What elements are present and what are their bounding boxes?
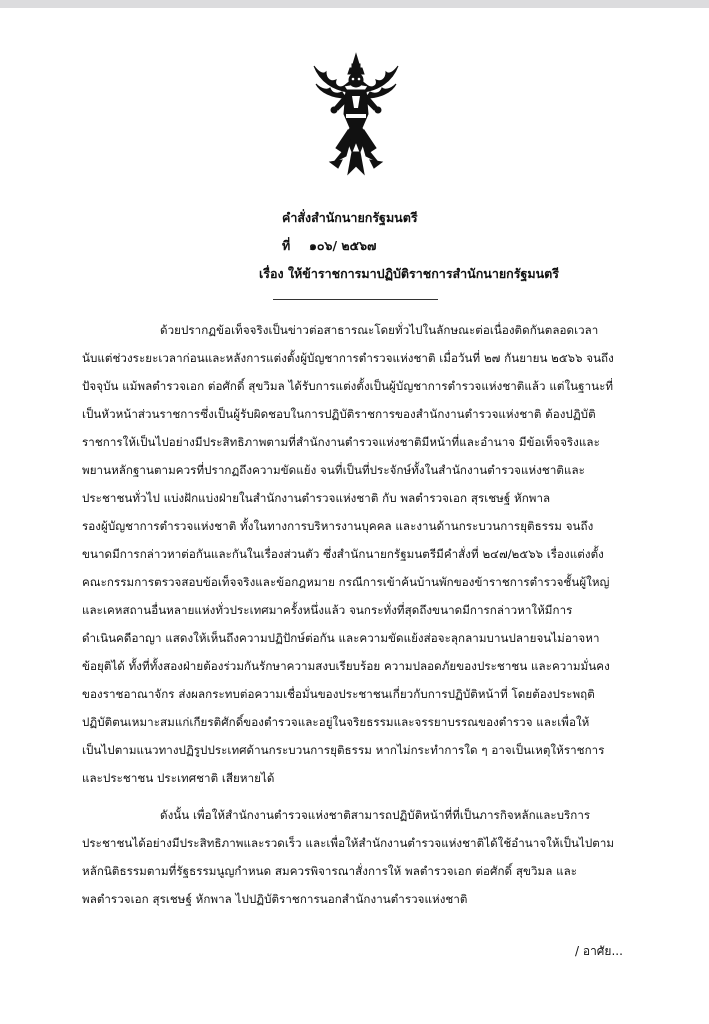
document-page (0, 8, 709, 1024)
paragraph-line: พยานหลักฐานตามควรที่ปรากฏถึงความขัดแย้ง จนที่เป็นที่ประจักษ์ทั้งในสำนักงานตำรวจแห่งชาติและ (82, 463, 585, 477)
paragraph-line: ประชาชนทั่วไป แบ่งฝักแบ่งฝ่ายในสำนักงานตำรวจแห่งชาติ กับ พลตำรวจเอก สุรเชษฐ์ หักพาล (82, 491, 551, 505)
paragraph-line: ปัจจุบัน แม้พลตำรวจเอก ต่อศักดิ์ สุขวิมล ได้รับการแต่งตั้งเป็นผู้บัญชาการตำรวจแห่งชาติแล้ว แต่ในฐานะที่ (82, 379, 614, 393)
paragraph-line: คณะกรรมการตรวจสอบข้อเท็จจริงและข้อกฎหมาย กรณีการเข้าค้นบ้านพักของข้าราชการตำรวจชั้นผู้ใหญ่ (82, 575, 610, 589)
document-number-label: ที่ (282, 238, 291, 253)
paragraph-line: ดำเนินคดีอาญา แสดงให้เห็นถึงความปฏิปักษ์ต่อกัน และความขัดแย้งส่อจะลุกลามบานปลายจนไม่อาจหา (82, 631, 600, 645)
garuda-emblem-icon (312, 52, 400, 180)
paragraph-line: ด้วยปรากฏข้อเท็จจริงเป็นข่าวต่อสาธารณะโดยทั่วไปในลักษณะต่อเนื่องติดกันตลอดเวลา (160, 323, 599, 337)
paragraph-line: ราชการให้เป็นไปอย่างมีประสิทธิภาพตามที่สำนักงานตำรวจแห่งชาติมีหน้าที่และอำนาจ มีข้อเท็จจริงและ (82, 435, 600, 449)
document-subject: เรื่อง ให้ข้าราชการมาปฏิบัติราชการสำนักนายกรัฐมนตรี (259, 266, 559, 281)
paragraph-line: พลตำรวจเอก สุรเชษฐ์ หักพาล ไปปฏิบัติราชการนอกสำนักงานตำรวจแห่งชาติ (82, 892, 468, 906)
continuation-note: / อาศัย... (575, 944, 623, 958)
paragraph-line: และเคหสถานอื่นหลายแห่งทั่วประเทศมาครั้งหนึ่งแล้ว จนกระทั่งที่สุดถึงขนาดมีการกล่าวหาให้มีการ (82, 603, 573, 617)
paragraph-line: และประชาชน ประเทศชาติ เสียหายได้ (82, 771, 275, 785)
paragraph-line: เป็นไปตามแนวทางปฏิรูปประเทศด้านกระบวนการยุติธรรม หากไม่กระทำการใด ๆ อาจเป็นเหตุให้ราชการ (82, 743, 605, 757)
viewer-top-bar (0, 0, 709, 8)
paragraph-line: ประชาชนได้อย่างมีประสิทธิภาพและรวดเร็ว และเพื่อให้สำนักงานตำรวจแห่งชาติได้ใช้อำนาจให้เป็นไปตาม (82, 836, 615, 850)
document-number (282, 236, 709, 256)
paragraph-line: ของราชอาณาจักร ส่งผลกระทบต่อความเชื่อมั่นของประชาชนเกี่ยวกับการปฏิบัติหน้าที่ โดยต้องประพฤติ (82, 687, 595, 701)
header-divider (273, 299, 438, 300)
paragraph-line: รองผู้บัญชาการตำรวจแห่งชาติ ทั้งในทางการบริหารงานบุคคล และงานด้านกระบวนการยุติธรรม จนถึง (82, 519, 594, 533)
paragraph-line: เป็นหัวหน้าส่วนราชการซึ่งเป็นผู้รับผิดชอบในการปฏิบัติราชการของสำนักงานตำรวจแห่งชาติ ต้องปฏิบัติ (82, 407, 596, 421)
document-number-value: ๑๐๖/ ๒๕๖๗ (308, 238, 377, 253)
paragraph-line: ดังนั้น เพื่อให้สำนักงานตำรวจแห่งชาติสามารถปฏิบัติหน้าที่ที่เป็นภารกิจหลักและบริการ (160, 808, 591, 822)
paragraph-line: ปฏิบัติตนเหมาะสมแก่เกียรติศักดิ์ของตำรวจและอยู่ในจริยธรรมและจรรยาบรรณของตำรวจ และเพื่อให้ (82, 715, 590, 729)
paragraph-line: หลักนิติธรรมตามที่รัฐธรรมนูญกำหนด สมควรพิจารณาสั่งการให้ พลตำรวจเอก ต่อศักดิ์ สุขวิมล และ (82, 864, 578, 878)
document-title: คำสั่งสำนักนายกรัฐมนตรี (282, 210, 418, 225)
paragraph-line: นับแต่ช่วงระยะเวลาก่อนและหลังการแต่งตั้งผู้บัญชาการตำรวจแห่งชาติ เมื่อวันที่ ๒๗ กันยายน ๒๕๖๖ จนถึง (82, 351, 614, 365)
paragraph-line: ข้อยุติได้ ทั้งที่ทั้งสองฝ่ายต้องร่วมกันรักษาความสงบเรียบร้อย ความปลอดภัยของประชาชน และความมั่นคง (82, 659, 610, 673)
paragraph-line: ขนาดมีการกล่าวหาต่อกันและกันในเรื่องส่วนตัว ซึ่งสำนักนายกรัฐมนตรีมีคำสั่งที่ ๒๔๗/๒๕๖๖ เรื่องแต่งตั้ง (82, 547, 604, 561)
